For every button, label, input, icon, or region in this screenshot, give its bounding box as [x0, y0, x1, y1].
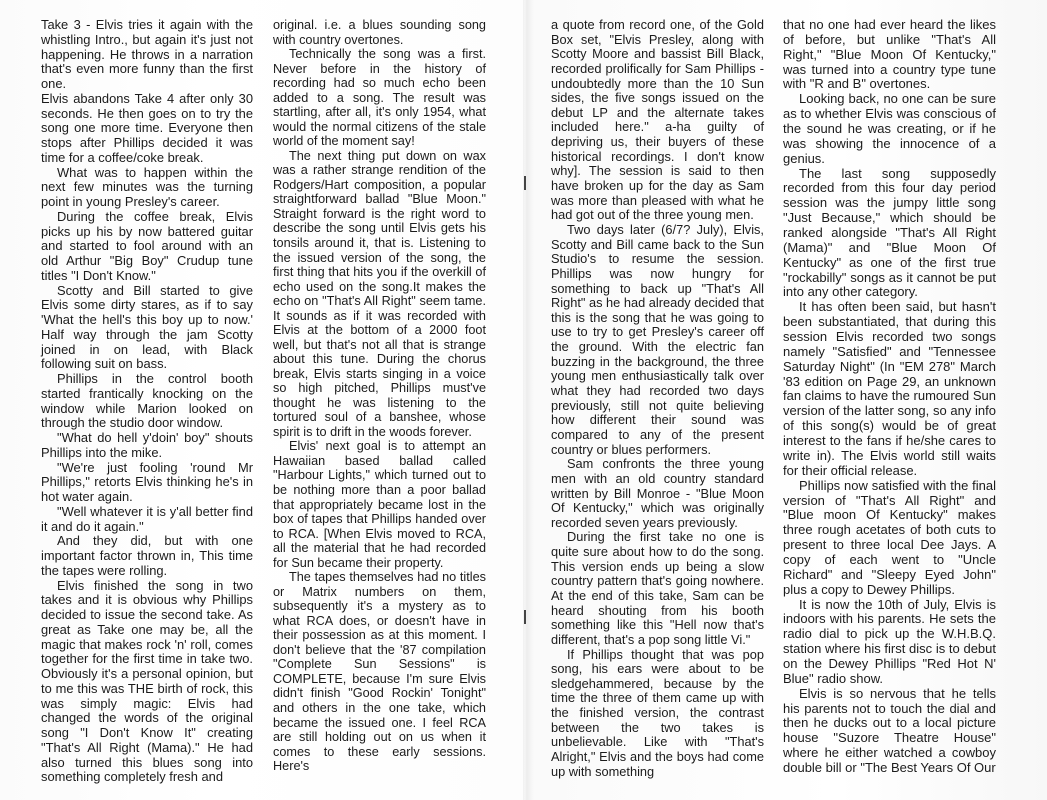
fold-mark [524, 610, 526, 624]
paragraph: During the coffee break, Elvis picks up his by now battered guitar and started to fool around with an old Arthur "Big Boy" Crudup tune titles "I Don't Know." [41, 208, 253, 283]
paragraph: During the first take no one is quite sure about how to do the song. This version ends up being a slow country pattern that's going nowhere. At the end of this take, Sam can be heard shouting from his booth something like this "Hell now that's different, that's a pop song little Vi." [551, 529, 764, 647]
paragraph: Phillips in the control booth started frantically knocking on the window while Marion looked on through the studio door window. [41, 371, 253, 431]
paragraph: Elvis finished the song in two takes and it is obvious why Phillips decided to issue the second take. As great as Take one may be, all the magic that makes rock 'n' roll, comes together for the first time in take two. Obviously it's a personal opinion, but to me this was THE birth of rock, this was simply magic: Elvis had changed the words of the original song "I Don't Know It" creating "That's All Right (Mama)." He had also turned this blues song into something completely fresh and [41, 577, 253, 785]
paragraph: Two days later (6/7? July), Elvis, Scotty and Bill came back to the Sun Studio's to resume the session. Phillips was now hungry for something to back up "That's All Right" as he had already decided that this is the song that he was going to use to try to get Presley's career off the ground. With the electric fan buzzing in the background, the three young men enthusiastically talk over what they had recorded two days previously, still not quite believing how different their sound was compared to any of the present country or blues performers. [551, 221, 764, 457]
paragraph: Elvis' next goal is to attempt an Hawaiian based ballad called "Harbour Lights," which turned out to be nothing more than a poor ballad that appropriately became lost in the box of tapes that Phillips handed over to RCA. [When Elvis moved to RCA, all the material that he had recorded for Sun became their property. [273, 439, 486, 570]
paragraph: It is now the 10th of July, Elvis is indoors with his parents. He sets the radio dial to pick up the W.H.B.Q. station where his first disc is to debut on the Dewey Phillips "Red Hot N' Blue" radio show. [783, 596, 996, 686]
paragraph: Sam confronts the three young men with an old country standard written by Bill Monroe - "Blue Moon Of Kentucky," which was originally recorded seven years previously. [551, 456, 764, 530]
paragraph: "We're just fooling 'round Mr Phillips," retorts Elvis thinking he's in hot water again. [41, 459, 253, 504]
paragraph: If Phillips thought that was pop song, his ears were about to be sledgehammered, because by the time the three of them came up with the finished version, the contrast between the two takes is unbelievable. Like with "That's Alright," Elvis and the boys had come up with something [551, 646, 764, 779]
paragraph: And they did, but with one important factor thrown in, This time the tapes were rolling. [41, 533, 253, 578]
paragraph: Phillips now satisfied with the final version of "That's All Right" and "Blue moon Of Kentucky" makes three rough acetates of both cuts to present to three local Dee Jays. A copy of each went to "Uncle Richard" and "Sleepy Eyed John" plus a copy to Dewey Phillips. [783, 477, 996, 597]
paragraph: original. i.e. a blues sounding song with country overtones. [273, 18, 486, 47]
paragraph: The tapes themselves had no titles or Matrix numbers on them, subsequently it's a mystery as to what RCA does, or doesn't have in their possession as at this moment. I don't believe that the '87 compilation "Complete Sun Sessions" is COMPLETE, because I'm sure Elvis didn't finish "Good Rockin' Tonight" and others in the one take, which became the issued one. I feel RCA are still holding out on us when it comes to these early sessions. Here's [273, 570, 486, 774]
text-column-3 [551, 18, 764, 779]
paragraph: Scotty and Bill started to give Elvis some dirty stares, as if to say 'What the hell's this boy up to now.' Half way through the jam Scotty joined in on lead, with Black following suit on bass. [41, 282, 253, 372]
paragraph: The last song supposedly recorded from this four day period session was the jumpy little song "Just Because," which should be ranked alongside "That's All Right (Mama)" and "Blue Moon Of Kentucky" as one of the first true "rockabilly" songs as it cannot be put into any other category. [783, 165, 996, 300]
paragraph: Elvis abandons Take 4 after only 30 seconds. He then goes on to try the song one more time. Everyone then stops after Phillips decided it was time for a coffee/coke break. [41, 90, 253, 165]
text-column-2 [273, 18, 486, 774]
paragraph: What was to happen within the next few minutes was the turning point in young Presley's career. [41, 164, 253, 209]
paragraph: a quote from record one, of the Gold Box set, "Elvis Presley, along with Scotty Moore and bassist Bill Black, recorded prolifically for Sam Phillips - undoubtedly more than the 10 Sun sides, the five songs issued on the debut LP and the alternate takes included here." a-ha guilty of depriving us, their buyers of these historical recordings. I don't know why]. The session is said to then have broken up for the day as Sam was more than pleased with what he had got out of the three young men. [551, 17, 764, 223]
text-column-4 [783, 18, 996, 776]
text-column-1 [41, 18, 253, 785]
paragraph: "What do hell y'doin' boy" shouts Phillips into the mike. [41, 430, 253, 460]
paragraph: Elvis is so nervous that he tells his parents not to touch the dial and then he ducks out to a local picture house "Suzore Theatre House" where he either watched a cowboy double bill or "The Best Years Of Our [783, 685, 996, 775]
fold-mark [524, 176, 526, 190]
paragraph: Looking back, no one can be sure as to whether Elvis was conscious of the sound he was creating, or if he was showing the innocence of a genius. [783, 91, 996, 166]
paragraph: Take 3 - Elvis tries it again with the whistling Intro., but again it's just not happening. He throws in a narration that's even more funny than the first one. [41, 17, 253, 91]
paragraph: It has often been said, but hasn't been substantiated, that during this session Elvis recorded two songs namely "Satisfied" and "Tennessee Saturday Night" (In "EM 278" March '83 edition on Page 29, an unknown fan claims to have the rumoured Sun version of the latter song, so any info of this song(s) would be of great interest to the fans if he/she cares to write in). The Elvis world still waits for their official release. [783, 299, 996, 478]
paragraph: The next thing put down on wax was a rather strange rendition of the Rodgers/Hart composition, a popular straightforward ballad "Blue Moon." Straight forward is the right word to describe the song until Elvis gets his tonsils around it, that is. Listening to the issued version of the song, the first thing that hits you if the overkill of echo used on the song.It makes the echo on "That's All Right" seem tame. It sounds as if it was recorded with Elvis at the bottom of a 2000 foot well, but that's not all that is strange about this tune. During the chorus break, Elvis starts singing in a voice so high pitched, Phillips must've thought he was listening to the tortured soul of a banshee, whose spirit is to drift in the woods forever. [273, 148, 486, 439]
page-fold [523, 0, 525, 800]
paragraph: "Well whatever it is y'all better find it and do it again." [41, 503, 253, 534]
paragraph: Technically the song was a first. Never before in the history of recording had so much echo been added to a song. The result was startling, after all, it's only 1954, what would the normal citizens of the stale world of the moment say! [273, 47, 486, 149]
paragraph: that no one had ever heard the likes of before, but unlike "That's All Right," "Blue Moon Of Kentucky," was turned into a country type tune with "R and B" overtones. [783, 17, 996, 92]
